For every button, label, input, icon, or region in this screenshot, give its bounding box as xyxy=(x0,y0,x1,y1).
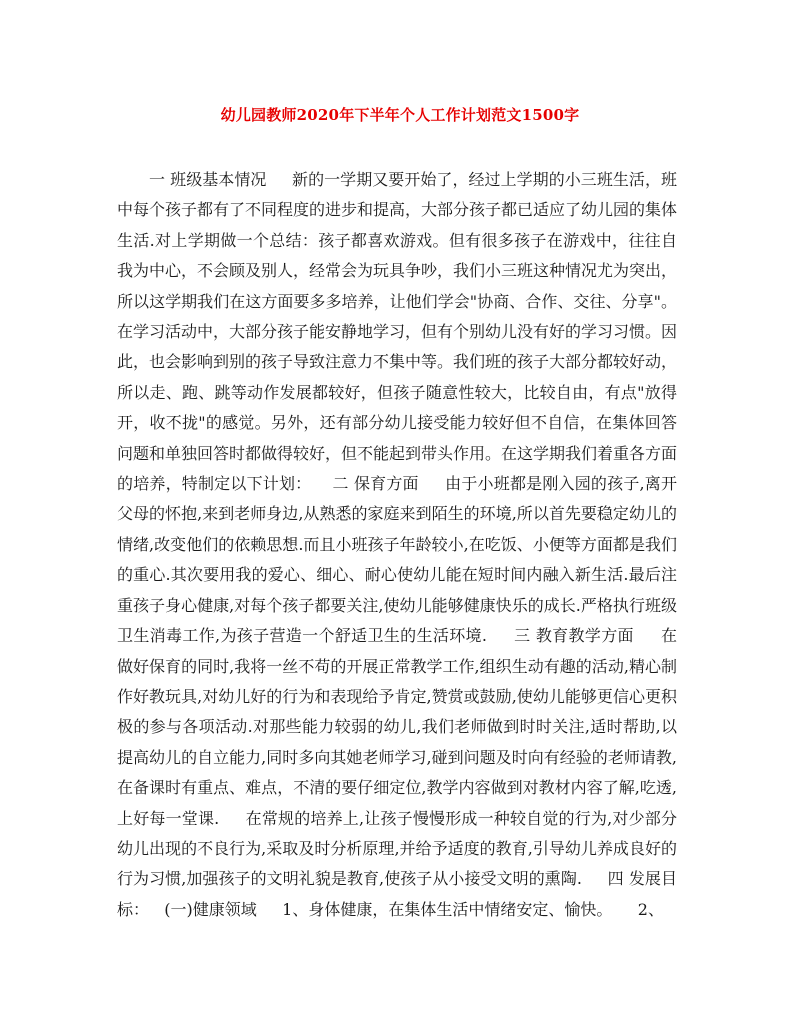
document-body: 一 班级基本情况 新的一学期又要开始了，经过上学期的小三班生活，班中每个孩子都有了不同程度的进步和提高，大部分孩子都已适应了幼儿园的集体生活.对上学期做一个总结：孩子都喜欢游戏。但有很多孩子在游戏中，往往自我为中心，不会顾及别人，经常会为玩具争吵，我们小三班这种情况尤为突出，所以这学期我们在这方面要多多培养，让他们学会"协商、合作、交往、分享"。在学习活动中，大部分孩子能安静地学习，但有个别幼儿没有好的学习习惯。因此，也会影响到别的孩子导致注意力不集中等。我们班的孩子大部分都较好动，所以走、跑、跳等动作发展都较好，但孩子随意性较大，比较自由，有点"放得开，收不拢"的感觉。另外，还有部分幼儿接受能力较好但不自信，在集体回答问题和单独回答时都做得较好，但不能起到带头作用。在这学期我们着重各方面的培养，特制定以下计划： 二 保育方面 由于小班都是刚入园的孩子,离开父母的怀抱,来到老师身边,从熟悉的家庭来到陌生的环境,所以首先要稳定幼儿的情绪,改变他们的依赖思想.而且小班孩子年龄较小,在吃饭、小便等方面都是我们的重心.其次要用我的爱心、细心、耐心使幼儿能在短时间内融入新生活.最后注重孩子身心健康,对每个孩子都要关注,使幼儿能够健康快乐的成长.严格执行班级卫生消毒工作,为孩子营造一个舒适卫生的生活环境. 三 教育教学方面 在做好保育的同时,我将一丝不苟的开展正常教学工作,组织生动有趣的活动,精心制作好教玩具,对幼儿好的行为和表现给予肯定,赞赏或鼓励,使幼儿能够更信心更积极的参与各项活动.对那些能力较弱的幼儿,我们老师做到时时关注,适时帮助,以提高幼儿的自立能力,同时多向其她老师学习,碰到问题及时向有经验的老师请教,在备课时有重点、难点，不清的要仔细定位,教学内容做到对教材内容了解,吃透,上好每一堂课. 在常规的培养上,让孩子慢慢形成一种较自觉的行为,对少部分幼儿出现的不良行为,采取及时分析原理,并给予适度的教育,引导幼儿养成良好的行为习惯,加强孩子的文明礼貌是教育,使孩子从小接受文明的熏陶. 四 发展目标： (一)健康领域 1、身体健康，在集体生活中情绪安定、愉快。 2、 xyxy=(117,170,678,919)
document-title: 幼儿园教师2020年下半年个人工作计划范文1500字 xyxy=(220,106,580,124)
